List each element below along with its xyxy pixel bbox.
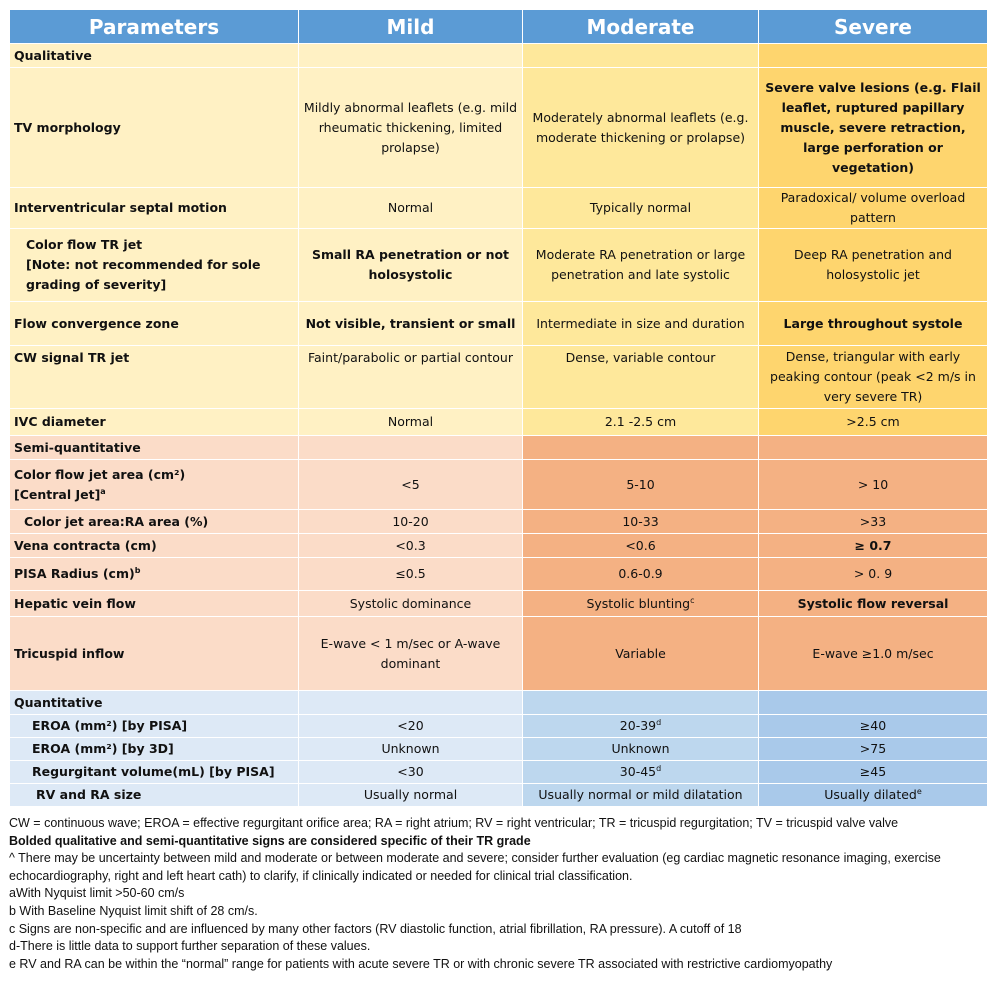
tr-grading-table <box>9 9 988 807</box>
section-row-semi-quantitative <box>10 436 988 460</box>
row-label: Color flow TR jet [Note: not recommended for sole grading of severity] <box>10 229 299 302</box>
severe-cell: Systolic flow reversal <box>759 591 988 617</box>
mild-cell: Usually normal <box>299 784 523 807</box>
mild-cell: Normal <box>299 188 523 229</box>
row-label: Interventricular septal motion <box>10 188 299 229</box>
mild-cell: Systolic dominance <box>299 591 523 617</box>
severe-cell: >2.5 cm <box>759 409 988 436</box>
moderate-cell: <0.6 <box>523 534 759 558</box>
row-label: CW signal TR jet <box>10 346 299 409</box>
row-label: RV and RA size <box>10 784 299 807</box>
mild-cell: ≤0.5 <box>299 558 523 591</box>
table-row <box>10 409 988 436</box>
table-row <box>10 558 988 591</box>
mild-cell: Normal <box>299 409 523 436</box>
severe-cell: Deep RA penetration and holosystolic jet <box>759 229 988 302</box>
mild-cell: 10-20 <box>299 510 523 534</box>
severe-cell: ≥45 <box>759 761 988 784</box>
moderate-cell: 0.6-0.9 <box>523 558 759 591</box>
header-mild: Mild <box>299 10 523 44</box>
severe-cell: ≥ 0.7 <box>759 534 988 558</box>
severe-cell: >75 <box>759 738 988 761</box>
moderate-cell: Typically normal <box>523 188 759 229</box>
header-moderate: Moderate <box>523 10 759 44</box>
mild-cell: E-wave < 1 m/sec or A-wave dominant <box>299 617 523 691</box>
row-label: PISA Radius (cm)$^b$ <box>10 558 299 591</box>
moderate-cell: Intermediate in size and duration <box>523 302 759 346</box>
moderate-cell: Systolic blunting$^c$ <box>523 591 759 617</box>
severe-cell: Dense, triangular with early peaking contour (peak <2 m/s in very severe TR) <box>759 346 988 409</box>
severe-cell: Severe valve lesions (e.g. Flail leaflet, ruptured papillary muscle, severe retraction, large perforation or vegetation) <box>759 68 988 188</box>
section-label: Semi-quantitative <box>10 436 299 460</box>
mild-cell: <30 <box>299 761 523 784</box>
table-row <box>10 534 988 558</box>
severe-cell: > 10 <box>759 460 988 510</box>
table-row <box>10 229 988 302</box>
mild-cell: Mildly abnormal leaflets (e.g. mild rheumatic thickening, limited prolapse) <box>299 68 523 188</box>
mild-cell: Unknown <box>299 738 523 761</box>
section-label: Qualitative <box>10 44 299 68</box>
table-row <box>10 761 988 784</box>
moderate-cell: Unknown <box>523 738 759 761</box>
footnote-abbreviations: CW = continuous wave; EROA = effective regurgitant orifice area; RA = right atrium; RV = right ventricular; TR = tricuspid regurgitation; TV = tricuspid valve valve <box>9 816 899 830</box>
table-row <box>10 68 988 188</box>
footnote-bold-note: Bolded qualitative and semi-quantitative signs are considered specific of their TR grade <box>9 833 531 848</box>
severe-cell: E-wave ≥1.0 m/sec <box>759 617 988 691</box>
severe-cell: Large throughout systole <box>759 302 988 346</box>
footnote-c: c Signs are non-specific and are influenced by many other factors (RV diastolic function, atrial fibrillation, RA pressure). A cutoff of 18 <box>9 921 742 936</box>
section-label: Quantitative <box>10 691 299 715</box>
footnote-d: d-There is little data to support further separation of these values. <box>9 939 371 954</box>
mild-cell: Small RA penetration or not holosystolic <box>299 229 523 302</box>
severe-cell: ≥40 <box>759 715 988 738</box>
severe-cell: >33 <box>759 510 988 534</box>
table-row <box>10 302 988 346</box>
footnote-e: e RV and RA can be within the “normal” range for patients with acute severe TR or with chronic severe TR associated with restrictive cardiomyopathy <box>9 956 833 971</box>
table-row <box>10 784 988 807</box>
table-row <box>10 346 988 409</box>
row-label: Color jet area:RA area (%) <box>10 510 299 534</box>
table-row <box>10 591 988 617</box>
footnote-a: aWith Nyquist limit >50-60 cm/s <box>9 886 185 901</box>
row-label: Hepatic vein flow <box>10 591 299 617</box>
table-row <box>10 460 988 510</box>
section-row-quantitative <box>10 691 988 715</box>
severe-cell: Paradoxical/ volume overload pattern <box>759 188 988 229</box>
mild-cell: <5 <box>299 460 523 510</box>
mild-cell: Not visible, transient or small <box>299 302 523 346</box>
moderate-cell: Moderate RA penetration or large penetration and late systolic <box>523 229 759 302</box>
row-label: Regurgitant volume(mL) [by PISA] <box>10 761 299 784</box>
row-label: TV morphology <box>10 68 299 188</box>
row-label: Vena contracta (cm) <box>10 534 299 558</box>
mild-cell: <20 <box>299 715 523 738</box>
moderate-cell: 2.1 -2.5 cm <box>523 409 759 436</box>
moderate-cell: Dense, variable contour <box>523 346 759 409</box>
moderate-cell: Usually normal or mild dilatation <box>523 784 759 807</box>
footnote-b: b With Baseline Nyquist limit shift of 28 cm/s. <box>9 903 258 918</box>
header-severe: Severe <box>759 10 988 44</box>
moderate-cell: Variable <box>523 617 759 691</box>
footnotes <box>9 815 985 973</box>
moderate-cell: 30-45$^d$ <box>523 761 759 784</box>
row-label: EROA (mm²) [by PISA] <box>10 715 299 738</box>
section-row-qualitative <box>10 44 988 68</box>
table-row <box>10 617 988 691</box>
header-row <box>10 10 988 44</box>
moderate-cell: 5-10 <box>523 460 759 510</box>
row-label: IVC diameter <box>10 409 299 436</box>
footnote-caret: ^ There may be uncertainty between mild and moderate or between moderate and severe; consider further evaluation (eg cardiac magnetic resonance imaging, exercise echocardiography, right and left heart cath) to clarify, if clinically indicated or needed for clinical trial classification. <box>9 851 941 883</box>
moderate-cell: 10-33 <box>523 510 759 534</box>
row-label: Tricuspid inflow <box>10 617 299 691</box>
mild-cell: <0.3 <box>299 534 523 558</box>
header-parameters: Parameters <box>10 10 299 44</box>
table-row <box>10 188 988 229</box>
row-label: EROA (mm²) [by 3D] <box>10 738 299 761</box>
moderate-cell: 20-39$^d$ <box>523 715 759 738</box>
mild-cell: Faint/parabolic or partial contour <box>299 346 523 409</box>
table-row <box>10 715 988 738</box>
moderate-cell: Moderately abnormal leaflets (e.g. moderate thickening or prolapse) <box>523 68 759 188</box>
severe-cell: Usually dilated$^e$ <box>759 784 988 807</box>
table-row <box>10 510 988 534</box>
severe-cell: > 0. 9 <box>759 558 988 591</box>
row-label: Flow convergence zone <box>10 302 299 346</box>
table-row <box>10 738 988 761</box>
row-label: Color flow jet area (cm²) [Central Jet]$^a$ <box>10 460 299 510</box>
